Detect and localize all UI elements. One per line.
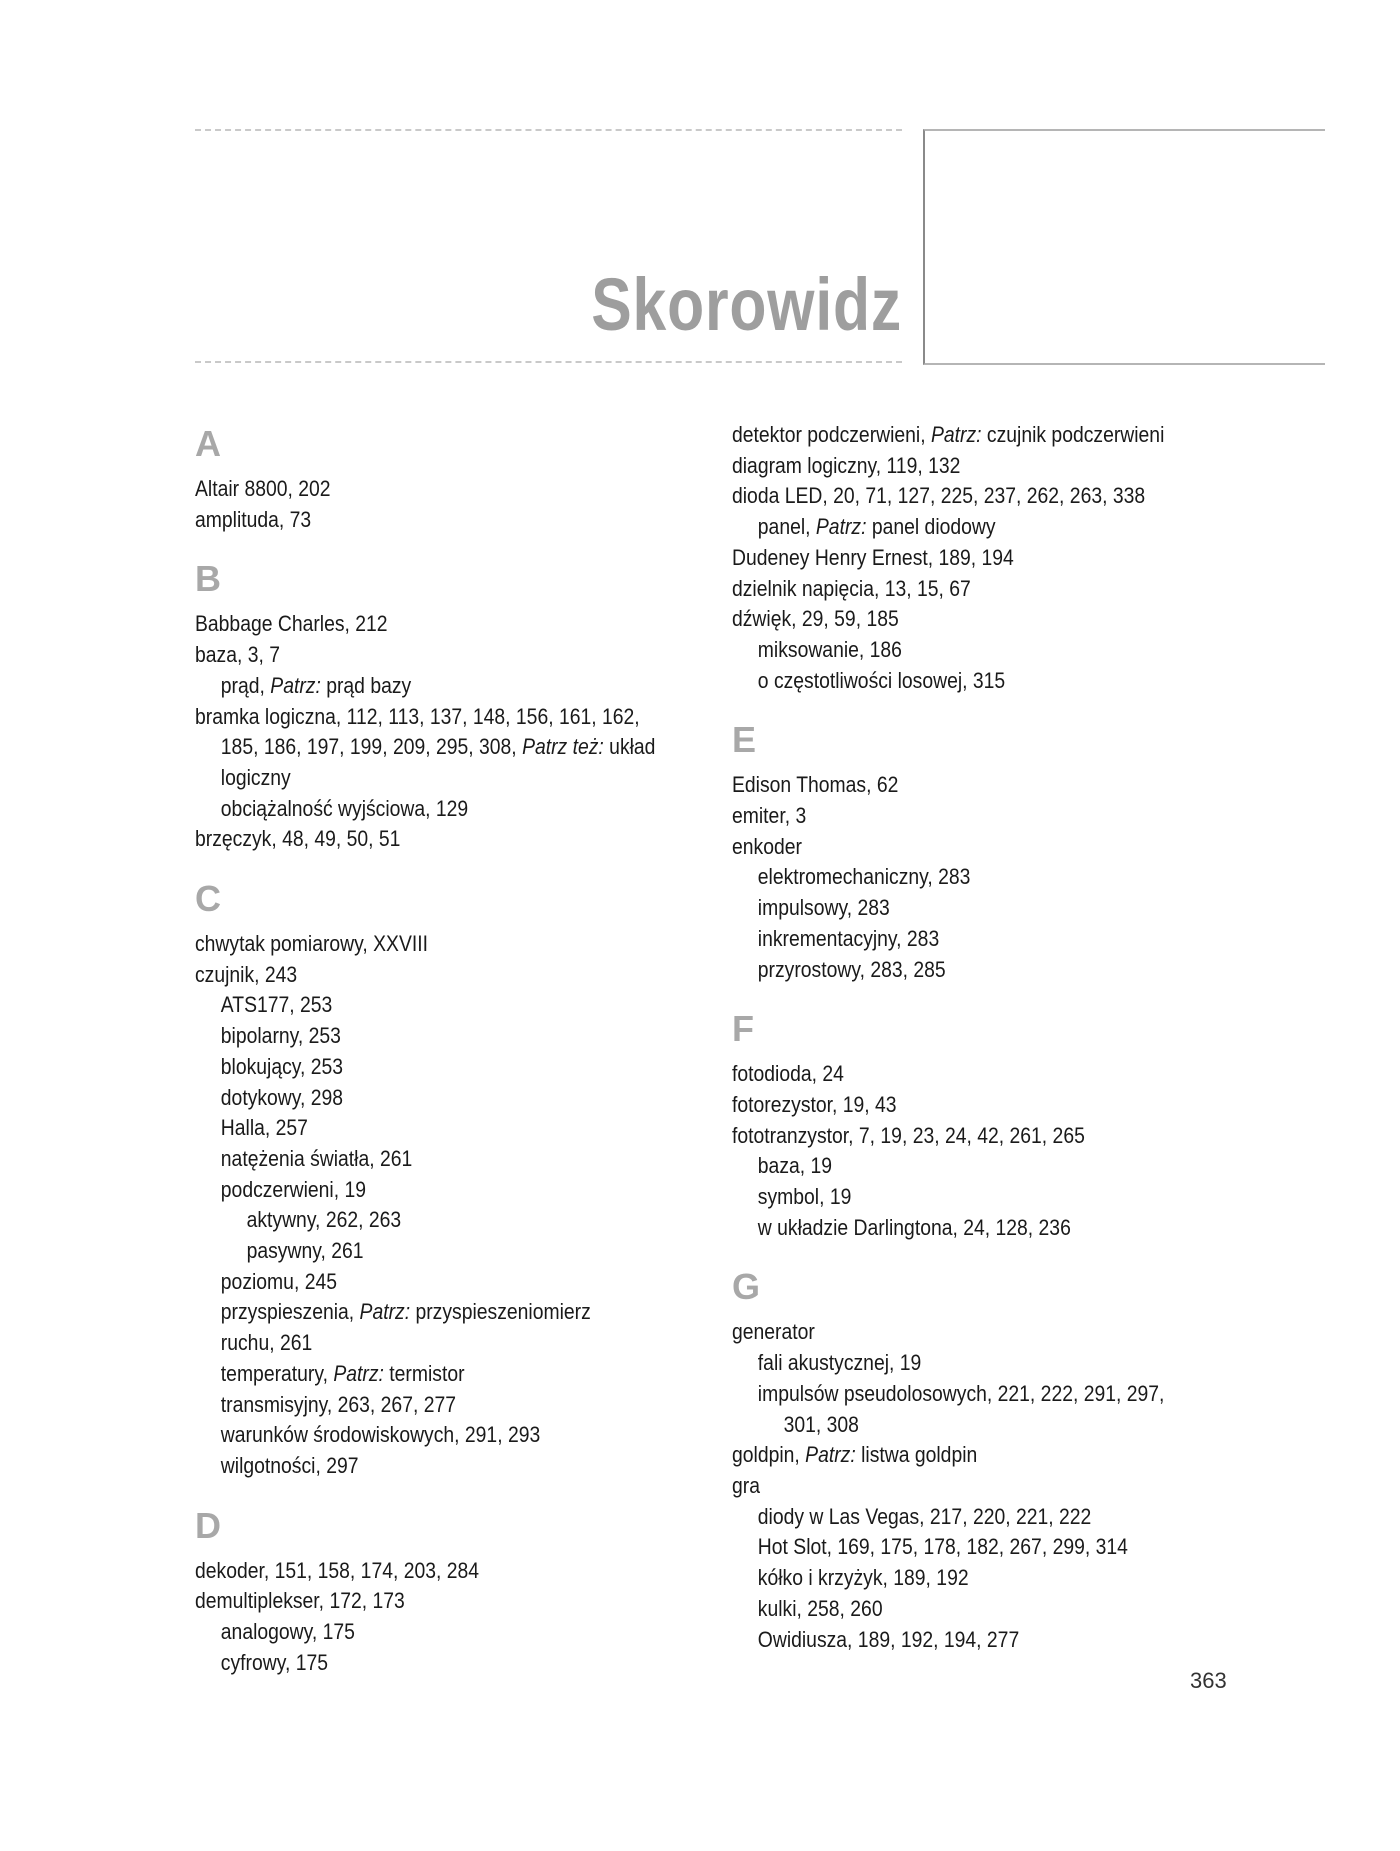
index-entry xyxy=(195,671,677,702)
index-entry xyxy=(732,604,1214,635)
page-title: Skorowidz xyxy=(591,263,902,346)
section-letter: D xyxy=(195,1504,221,1546)
index-entry xyxy=(732,1410,1214,1441)
index-entry xyxy=(732,1348,1214,1379)
index-section xyxy=(732,420,1292,696)
entry-text: Hot Slot, 169, 175, 178, 182, 267, 299, 314 xyxy=(757,1534,1128,1560)
entry-text: Dudeney Henry Ernest, 189, 194 xyxy=(732,544,1014,570)
entry-text: podczerwieni, 19 xyxy=(220,1176,367,1202)
index-entry xyxy=(732,1502,1214,1533)
index-entry xyxy=(732,1440,1214,1471)
entry-text: dotykowy, 298 xyxy=(220,1084,344,1110)
index-entry xyxy=(732,666,1214,697)
index-entry xyxy=(732,1625,1214,1656)
index-entry xyxy=(732,543,1214,574)
entry-text: analogowy, 175 xyxy=(220,1619,355,1645)
entry-text: miksowanie, 186 xyxy=(757,636,902,662)
entry-text: poziomu, 245 xyxy=(220,1268,337,1294)
entry-ref-target: panel diodowy xyxy=(866,514,996,540)
entry-text: przyspieszenia, xyxy=(220,1299,360,1325)
entry-text: logiczny xyxy=(220,764,291,790)
index-entry xyxy=(195,990,677,1021)
entry-text: chwytak pomiarowy, XXVIII xyxy=(195,931,429,957)
entry-text: bipolarny, 253 xyxy=(220,1023,341,1049)
entry-text: czujnik, 243 xyxy=(195,961,298,987)
index-entry xyxy=(732,1317,1214,1348)
entry-ref-target: termistor xyxy=(383,1360,465,1386)
entry-text: Edison Thomas, 62 xyxy=(732,772,899,798)
index-entry xyxy=(195,1328,677,1359)
index-entry xyxy=(732,1379,1214,1410)
index-entry xyxy=(732,635,1214,666)
index-entry xyxy=(195,1113,677,1144)
index-entry xyxy=(195,1648,677,1679)
entry-text: impulsów pseudolosowych, 221, 222, 291, 297, xyxy=(757,1380,1165,1406)
entry-text: natężenia światła, 261 xyxy=(220,1145,413,1171)
index-entry xyxy=(732,512,1214,543)
index-entry xyxy=(732,770,1214,801)
index-entry xyxy=(732,1059,1214,1090)
entry-text: diody w Las Vegas, 217, 220, 221, 222 xyxy=(757,1503,1092,1529)
entry-text: dźwięk, 29, 59, 185 xyxy=(732,606,899,632)
entry-text: detektor podczerwieni, xyxy=(732,422,931,447)
entry-text: fali akustycznej, 19 xyxy=(757,1350,922,1376)
entry-text: fotodioda, 24 xyxy=(732,1061,844,1087)
entry-ref-label: Patrz: xyxy=(270,672,321,698)
index-section xyxy=(732,1266,1292,1655)
index-section xyxy=(732,719,1292,985)
index-entry xyxy=(195,1267,677,1298)
index-entry xyxy=(732,481,1214,512)
index-entry xyxy=(195,640,677,671)
entry-text: diagram logiczny, 119, 132 xyxy=(732,452,961,478)
entry-text: enkoder xyxy=(732,833,802,859)
entry-text: baza, 19 xyxy=(757,1153,833,1179)
entry-text: fotorezystor, 19, 43 xyxy=(732,1091,897,1117)
entry-text: 185, 186, 197, 199, 209, 295, 308, xyxy=(220,734,523,760)
index-section xyxy=(195,1504,755,1679)
entry-ref-label: Patrz: xyxy=(930,422,982,447)
entry-text: gra xyxy=(732,1472,760,1498)
entry-text: Owidiusza, 189, 192, 194, 277 xyxy=(757,1626,1020,1652)
page-number: 363 xyxy=(1190,1668,1227,1693)
entry-ref-label: Patrz: xyxy=(359,1299,411,1325)
entry-ref-label: Patrz: xyxy=(805,1442,856,1468)
entry-text: dekoder, 151, 158, 174, 203, 284 xyxy=(195,1557,480,1583)
section-letter: B xyxy=(195,558,221,600)
index-entry xyxy=(195,1420,677,1451)
entry-ref-target: układ xyxy=(603,734,656,760)
entry-text: panel, xyxy=(757,514,816,540)
index-entry xyxy=(195,1052,677,1083)
entry-text: demultiplekser, 172, 173 xyxy=(195,1588,405,1614)
entry-text: symbol, 19 xyxy=(757,1184,852,1210)
bottom-dashed-rule xyxy=(195,361,902,363)
entry-text: aktywny, 262, 263 xyxy=(246,1207,402,1233)
index-entry xyxy=(195,1205,677,1236)
entry-text: Altair 8800, 202 xyxy=(195,476,331,501)
entry-text: Halla, 257 xyxy=(220,1115,308,1141)
entry-text: o częstotliwości losowej, 315 xyxy=(757,667,1006,693)
index-entry xyxy=(195,702,677,733)
index-entry xyxy=(195,1083,677,1114)
entry-ref-target: przyspieszeniomierz xyxy=(410,1299,591,1325)
section-letter: C xyxy=(195,878,221,920)
index-entry xyxy=(732,862,1214,893)
index-entry xyxy=(195,474,677,505)
index-entry xyxy=(195,732,677,763)
entry-text: pasywny, 261 xyxy=(246,1238,364,1264)
entry-text: amplituda, 73 xyxy=(195,506,312,532)
index-entry xyxy=(195,794,677,825)
index-entry xyxy=(195,1556,677,1587)
entry-text: baza, 3, 7 xyxy=(195,642,280,668)
index-section xyxy=(195,878,755,1482)
entry-text: impulsowy, 283 xyxy=(757,895,890,921)
index-section xyxy=(732,1008,1292,1243)
index-entry xyxy=(195,1359,677,1390)
entry-ref-label: Patrz też: xyxy=(522,734,604,760)
index-section xyxy=(195,558,755,855)
entry-text: generator xyxy=(732,1319,815,1345)
entry-text: 301, 308 xyxy=(783,1411,859,1437)
index-entry xyxy=(195,824,677,855)
entry-text: kółko i krzyżyk, 189, 192 xyxy=(757,1565,969,1591)
entry-text: blokujący, 253 xyxy=(220,1053,344,1079)
index-entry xyxy=(732,924,1214,955)
top-dashed-rule xyxy=(195,129,902,131)
index-entry xyxy=(195,960,677,991)
entry-text: transmisyjny, 263, 267, 277 xyxy=(220,1391,456,1417)
index-entry xyxy=(732,1090,1214,1121)
entry-text: warunków środowiskowych, 291, 293 xyxy=(220,1422,541,1448)
index-section xyxy=(195,423,755,535)
entry-ref-target: listwa goldpin xyxy=(855,1442,978,1468)
index-column-right xyxy=(732,420,1292,1681)
section-letter: A xyxy=(195,423,221,464)
entry-text: emiter, 3 xyxy=(732,803,807,829)
section-letter: G xyxy=(732,1266,761,1308)
entry-ref-label: Patrz: xyxy=(815,514,867,540)
entry-ref-target: czujnik podczerwieni xyxy=(981,422,1165,447)
index-entry xyxy=(195,1390,677,1421)
entry-text: bramka logiczna, 112, 113, 137, 148, 156, 161, 162, xyxy=(195,703,640,729)
entry-text: cyfrowy, 175 xyxy=(220,1649,328,1675)
index-column-left xyxy=(195,420,755,1705)
entry-text: Babbage Charles, 212 xyxy=(195,611,388,637)
index-entry xyxy=(195,1144,677,1175)
index-entry xyxy=(732,451,1214,482)
index-entry xyxy=(732,574,1214,605)
index-entry xyxy=(732,1532,1214,1563)
entry-text: brzęczyk, 48, 49, 50, 51 xyxy=(195,826,401,852)
entry-text: wilgotności, 297 xyxy=(220,1452,359,1478)
index-entry xyxy=(732,832,1214,863)
entry-text: fototranzystor, 7, 19, 23, 24, 42, 261, 265 xyxy=(732,1122,1085,1148)
entry-text: dioda LED, 20, 71, 127, 225, 237, 262, 263, 338 xyxy=(732,483,1146,509)
index-entry xyxy=(732,955,1214,986)
index-entry xyxy=(195,1617,677,1648)
index-entry xyxy=(732,1121,1214,1152)
entry-text: w układzie Darlingtona, 24, 128, 236 xyxy=(757,1214,1071,1240)
entry-text: prąd, xyxy=(220,672,271,698)
index-entry xyxy=(195,609,677,640)
entry-ref-target: prąd bazy xyxy=(320,672,412,698)
index-entry xyxy=(732,893,1214,924)
index-entry xyxy=(195,1297,677,1328)
entry-text: elektromechaniczny, 283 xyxy=(757,864,971,890)
entry-ref-label: Patrz: xyxy=(333,1360,384,1386)
title-frame xyxy=(923,129,1325,365)
index-entry xyxy=(732,1594,1214,1625)
index-entry xyxy=(195,1586,677,1617)
index-entry xyxy=(732,420,1214,451)
entry-text: inkrementacyjny, 283 xyxy=(757,925,940,951)
index-entry xyxy=(732,801,1214,832)
index-entry xyxy=(732,1213,1214,1244)
section-letter: F xyxy=(732,1008,754,1050)
entry-text: goldpin, xyxy=(732,1442,806,1468)
index-entry xyxy=(195,929,677,960)
entry-text: ATS177, 253 xyxy=(220,992,333,1018)
index-entry xyxy=(732,1151,1214,1182)
index-entry xyxy=(732,1471,1214,1502)
entry-text: obciążalność wyjściowa, 129 xyxy=(220,795,469,821)
section-letter: E xyxy=(732,719,757,761)
index-entry xyxy=(195,505,677,536)
index-entry xyxy=(195,1175,677,1206)
entry-text: dzielnik napięcia, 13, 15, 67 xyxy=(732,575,971,601)
index-entry xyxy=(195,763,677,794)
index-entry xyxy=(195,1451,677,1482)
entry-text: temperatury, xyxy=(220,1360,334,1386)
index-entry xyxy=(732,1563,1214,1594)
entry-text: przyrostowy, 283, 285 xyxy=(757,956,946,982)
index-entry xyxy=(732,1182,1214,1213)
index-entry xyxy=(195,1021,677,1052)
entry-text: ruchu, 261 xyxy=(220,1330,313,1356)
index-entry xyxy=(195,1236,677,1267)
entry-text: kulki, 258, 260 xyxy=(757,1595,883,1621)
